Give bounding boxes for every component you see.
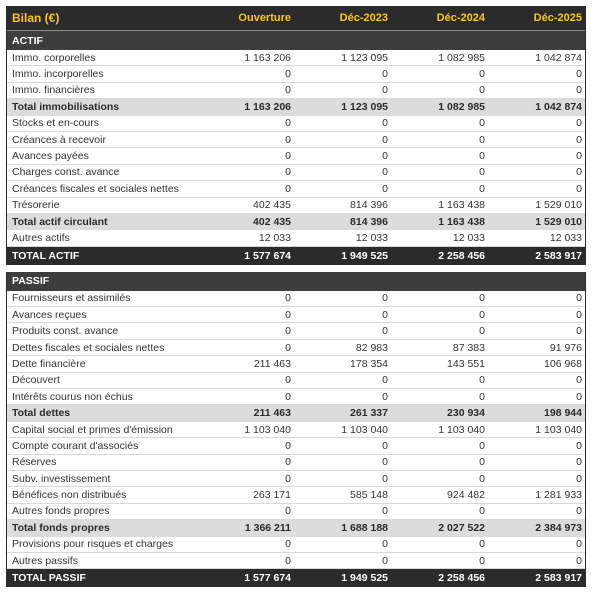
cell-value: 2 258 456 xyxy=(438,572,485,585)
cell-value: 0 xyxy=(479,117,485,130)
cell-value: 1 103 040 xyxy=(535,423,582,436)
cell-value: 0 xyxy=(479,68,485,81)
row-label: Total immobilisations xyxy=(12,100,120,113)
cell-value: 0 xyxy=(576,182,582,195)
column-header-dec-2023: Déc-2023 xyxy=(339,12,388,24)
cell-value: 12 033 xyxy=(258,231,291,244)
cell-value: 0 xyxy=(382,472,388,485)
cell-value: 0 xyxy=(479,505,485,518)
row-label: Produits const. avance xyxy=(12,325,119,338)
table-row xyxy=(7,340,585,356)
cell-value: 0 xyxy=(285,472,291,485)
cell-value: 211 463 xyxy=(253,407,291,420)
actif-block xyxy=(6,6,586,265)
table-row xyxy=(7,181,585,197)
cell-value: 0 xyxy=(576,133,582,146)
table-row xyxy=(7,455,585,471)
cell-value: 0 xyxy=(382,308,388,321)
cell-value: 1 366 211 xyxy=(244,521,291,534)
row-label: Autres passifs xyxy=(12,554,78,567)
cell-value: 82 983 xyxy=(355,341,388,354)
cell-value: 0 xyxy=(576,117,582,130)
cell-value: 1 103 040 xyxy=(341,423,388,436)
cell-value: 0 xyxy=(382,84,388,97)
cell-value: 0 xyxy=(576,505,582,518)
cell-value: 1 577 674 xyxy=(244,249,291,262)
cell-value: 106 968 xyxy=(544,357,582,370)
row-label: Créances fiscales et sociales nettes xyxy=(12,182,179,195)
cell-value: 0 xyxy=(576,166,582,179)
table-row xyxy=(7,148,585,164)
table-row xyxy=(7,537,585,553)
section-label: PASSIF xyxy=(12,275,50,288)
cell-value: 0 xyxy=(285,456,291,469)
cell-value: 2 583 917 xyxy=(535,572,582,585)
table-row xyxy=(7,373,585,389)
cell-value: 0 xyxy=(576,68,582,81)
cell-value: 2 027 522 xyxy=(438,521,485,534)
cell-value: 1 163 206 xyxy=(244,100,291,113)
row-label: Fournisseurs et assimilés xyxy=(12,292,131,305)
subtotal-row xyxy=(7,214,585,230)
row-label: Bénéfices non distribués xyxy=(12,489,127,502)
cell-value: 1 949 525 xyxy=(341,572,388,585)
cell-value: 0 xyxy=(479,133,485,146)
cell-value: 1 529 010 xyxy=(535,199,582,212)
cell-value: 0 xyxy=(285,292,291,305)
row-label: Subv. investissement xyxy=(12,472,111,485)
actif-rows xyxy=(7,50,585,265)
cell-value: 0 xyxy=(382,325,388,338)
cell-value: 0 xyxy=(576,84,582,97)
cell-value: 402 435 xyxy=(253,199,291,212)
cell-value: 0 xyxy=(479,439,485,452)
cell-value: 1 123 095 xyxy=(341,100,388,113)
cell-value: 0 xyxy=(479,472,485,485)
cell-value: 1 163 438 xyxy=(438,199,485,212)
cell-value: 924 482 xyxy=(447,489,485,502)
column-header-ouverture: Ouverture xyxy=(238,12,291,24)
row-label: TOTAL ACTIF xyxy=(12,249,80,262)
row-label: Réserves xyxy=(12,456,57,469)
cell-value: 0 xyxy=(382,374,388,387)
cell-value: 0 xyxy=(382,292,388,305)
table-row xyxy=(7,307,585,323)
cell-value: 0 xyxy=(576,456,582,469)
table-row xyxy=(7,132,585,148)
cell-value: 402 435 xyxy=(253,215,291,228)
cell-value: 0 xyxy=(285,150,291,163)
section-label: ACTIF xyxy=(12,34,43,47)
cell-value: 0 xyxy=(285,341,291,354)
cell-value: 198 944 xyxy=(544,407,582,420)
cell-value: 87 383 xyxy=(452,341,485,354)
cell-value: 230 934 xyxy=(447,407,485,420)
cell-value: 0 xyxy=(479,374,485,387)
cell-value: 2 583 917 xyxy=(535,249,582,262)
row-label: Intérêts courus non échus xyxy=(12,390,133,403)
cell-value: 143 551 xyxy=(447,357,485,370)
row-label: Autres actifs xyxy=(12,231,70,244)
cell-value: 0 xyxy=(285,68,291,81)
table-title: Bilan (€) xyxy=(12,11,60,25)
cell-value: 263 171 xyxy=(253,489,291,502)
cell-value: 1 163 438 xyxy=(438,215,485,228)
row-label: Provisions pour risques et charges xyxy=(12,538,174,551)
cell-value: 0 xyxy=(285,390,291,403)
cell-value: 0 xyxy=(479,150,485,163)
cell-value: 0 xyxy=(382,439,388,452)
total-row xyxy=(7,247,585,265)
cell-value: 0 xyxy=(382,117,388,130)
cell-value: 0 xyxy=(382,150,388,163)
cell-value: 0 xyxy=(576,292,582,305)
table-row xyxy=(7,50,585,66)
row-label: Dette financière xyxy=(12,357,86,370)
cell-value: 814 396 xyxy=(350,199,388,212)
cell-value: 0 xyxy=(285,166,291,179)
cell-value: 0 xyxy=(382,182,388,195)
cell-value: 0 xyxy=(576,325,582,338)
table-row xyxy=(7,504,585,520)
cell-value: 0 xyxy=(479,456,485,469)
cell-value: 0 xyxy=(479,538,485,551)
row-label: Capital social et primes d'émission xyxy=(12,423,173,436)
passif-block xyxy=(6,272,586,588)
table-row xyxy=(7,116,585,132)
row-label: Total actif circulant xyxy=(12,215,108,228)
cell-value: 0 xyxy=(479,554,485,567)
cell-value: 0 xyxy=(576,538,582,551)
cell-value: 1 103 040 xyxy=(438,423,485,436)
cell-value: 1 082 985 xyxy=(438,51,485,64)
row-label: Découvert xyxy=(12,374,60,387)
cell-value: 814 396 xyxy=(350,215,388,228)
cell-value: 0 xyxy=(576,308,582,321)
cell-value: 0 xyxy=(479,182,485,195)
cell-value: 0 xyxy=(285,308,291,321)
cell-value: 0 xyxy=(382,166,388,179)
cell-value: 0 xyxy=(285,374,291,387)
table-row xyxy=(7,438,585,454)
table-row xyxy=(7,291,585,307)
cell-value: 0 xyxy=(285,117,291,130)
cell-value: 0 xyxy=(285,538,291,551)
cell-value: 1 281 933 xyxy=(535,489,582,502)
cell-value: 1 163 206 xyxy=(244,51,291,64)
cell-value: 0 xyxy=(576,472,582,485)
cell-value: 0 xyxy=(285,84,291,97)
cell-value: 0 xyxy=(576,554,582,567)
cell-value: 0 xyxy=(479,308,485,321)
table-row xyxy=(7,553,585,569)
cell-value: 0 xyxy=(576,439,582,452)
table-row xyxy=(7,165,585,181)
section-header-passif xyxy=(7,272,585,291)
row-label: Total dettes xyxy=(12,407,71,420)
cell-value: 0 xyxy=(285,505,291,518)
cell-value: 0 xyxy=(479,84,485,97)
row-label: Autres fonds propres xyxy=(12,505,110,518)
row-label: Avances reçues xyxy=(12,308,87,321)
row-label: Avances payées xyxy=(12,150,89,163)
cell-value: 12 033 xyxy=(549,231,582,244)
balance-sheet-table xyxy=(6,6,586,587)
cell-value: 12 033 xyxy=(452,231,485,244)
row-label: Immo. financières xyxy=(12,84,95,97)
cell-value: 0 xyxy=(285,325,291,338)
row-label: TOTAL PASSIF xyxy=(12,572,86,585)
row-label: Immo. incorporelles xyxy=(12,68,104,81)
table-row xyxy=(7,356,585,372)
cell-value: 1 103 040 xyxy=(244,423,291,436)
table-header-row xyxy=(7,6,585,31)
cell-value: 0 xyxy=(479,325,485,338)
cell-value: 0 xyxy=(285,182,291,195)
cell-value: 0 xyxy=(382,390,388,403)
cell-value: 1 123 095 xyxy=(341,51,388,64)
table-row xyxy=(7,389,585,405)
cell-value: 1 042 874 xyxy=(535,51,582,64)
cell-value: 0 xyxy=(576,374,582,387)
cell-value: 2 384 973 xyxy=(535,521,582,534)
cell-value: 0 xyxy=(382,538,388,551)
subtotal-row xyxy=(7,520,585,536)
row-label: Immo. corporelles xyxy=(12,51,96,64)
cell-value: 0 xyxy=(382,68,388,81)
cell-value: 211 463 xyxy=(253,357,291,370)
table-row xyxy=(7,323,585,339)
row-label: Total fonds propres xyxy=(12,521,110,534)
cell-value: 1 949 525 xyxy=(341,249,388,262)
cell-value: 585 148 xyxy=(350,489,388,502)
cell-value: 178 354 xyxy=(350,357,388,370)
cell-value: 0 xyxy=(382,133,388,146)
section-gap xyxy=(6,265,586,272)
cell-value: 1 529 010 xyxy=(535,215,582,228)
total-row xyxy=(7,569,585,587)
cell-value: 0 xyxy=(479,166,485,179)
table-row xyxy=(7,422,585,438)
cell-value: 1 577 674 xyxy=(244,572,291,585)
cell-value: 2 258 456 xyxy=(438,249,485,262)
table-row xyxy=(7,198,585,214)
section-header-actif xyxy=(7,31,585,50)
cell-value: 261 337 xyxy=(350,407,388,420)
row-label: Stocks et en-cours xyxy=(12,117,99,130)
row-label: Compte courant d'associés xyxy=(12,439,139,452)
passif-rows xyxy=(7,291,585,588)
column-header-dec-2024: Déc-2024 xyxy=(436,12,485,24)
cell-value: 1 042 874 xyxy=(535,100,582,113)
table-row xyxy=(7,66,585,82)
table-row xyxy=(7,83,585,99)
subtotal-row xyxy=(7,99,585,115)
cell-value: 0 xyxy=(479,390,485,403)
row-label: Trésorerie xyxy=(12,199,60,212)
row-label: Dettes fiscales et sociales nettes xyxy=(12,341,165,354)
subtotal-row xyxy=(7,405,585,421)
column-header-dec-2025: Déc-2025 xyxy=(533,12,582,24)
table-row xyxy=(7,471,585,487)
cell-value: 1 688 188 xyxy=(341,521,388,534)
cell-value: 0 xyxy=(576,150,582,163)
cell-value: 0 xyxy=(576,390,582,403)
cell-value: 12 033 xyxy=(355,231,388,244)
cell-value: 0 xyxy=(285,133,291,146)
table-row xyxy=(7,230,585,246)
cell-value: 91 976 xyxy=(549,341,582,354)
table-row xyxy=(7,487,585,503)
cell-value: 0 xyxy=(479,292,485,305)
cell-value: 0 xyxy=(285,554,291,567)
row-label: Charges const. avance xyxy=(12,166,120,179)
cell-value: 0 xyxy=(382,456,388,469)
row-label: Créances à recevoir xyxy=(12,133,106,146)
cell-value: 0 xyxy=(285,439,291,452)
cell-value: 1 082 985 xyxy=(438,100,485,113)
cell-value: 0 xyxy=(382,505,388,518)
cell-value: 0 xyxy=(382,554,388,567)
